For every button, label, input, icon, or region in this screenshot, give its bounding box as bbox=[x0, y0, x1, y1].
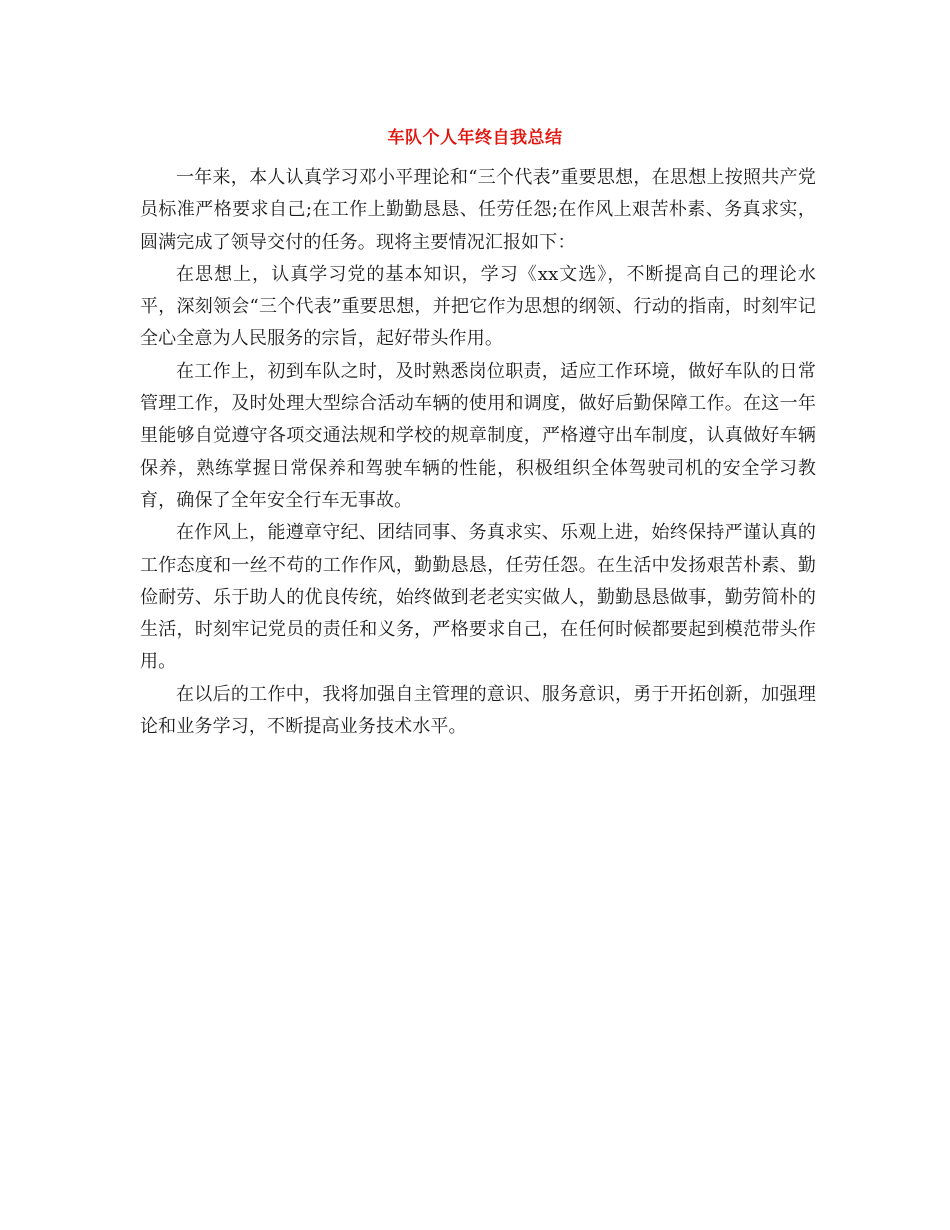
document-body bbox=[140, 162, 816, 743]
paragraph-intro: 一年来，本人认真学习邓小平理论和“三个代表”重要思想，在思想上按照共产党员标准严格要求自己;在工作上勤勤恳恳、任劳任怨;在作风上艰苦朴素、务真求实，圆满完成了领导交付的任务。现将主要情况汇报如下： bbox=[140, 167, 816, 253]
paragraph-ideology: 在思想上，认真学习党的基本知识，学习《xx文选》，不断提高自己的理论水平，深刻领会“三个代表”重要思想，并把它作为思想的纲领、行动的指南，时刻牢记全心全意为人民服务的宗旨，起好带头作用。 bbox=[140, 263, 816, 350]
paragraph-conduct: 在作风上，能遵章守纪、团结同事、务真求实、乐观上进，始终保持严谨认真的工作态度和一丝不苟的工作作风，勤勤恳恳，任劳任怨。在生活中发扬艰苦朴素、勤俭耐劳、乐于助人的优良传统，始终做到老老实实做人，勤勤恳恳做事，勤劳简朴的生活，时刻牢记党员的责任和义务，严格要求自己，在任何时候都要起到模范带头作用。 bbox=[140, 522, 816, 673]
paragraph-future: 在以后的工作中，我将加强自主管理的意识、服务意识，勇于开拓创新，加强理论和业务学习，不断提高业务技术水平。 bbox=[140, 683, 816, 738]
paragraph-work: 在工作上，初到车队之时，及时熟悉岗位职责，适应工作环境，做好车队的日常管理工作，及时处理大型综合活动车辆的使用和调度，做好后勤保障工作。在这一年里能够自觉遵守各项交通法规和学校的规章制度，严格遵守出车制度，认真做好车辆保养，熟练掌握日常保养和驾驶车辆的性能，积极组织全体驾驶司机的安全学习教育，确保了全年安全行车无事故。 bbox=[140, 360, 816, 511]
document-title: 车队个人年终自我总结 bbox=[387, 128, 563, 148]
